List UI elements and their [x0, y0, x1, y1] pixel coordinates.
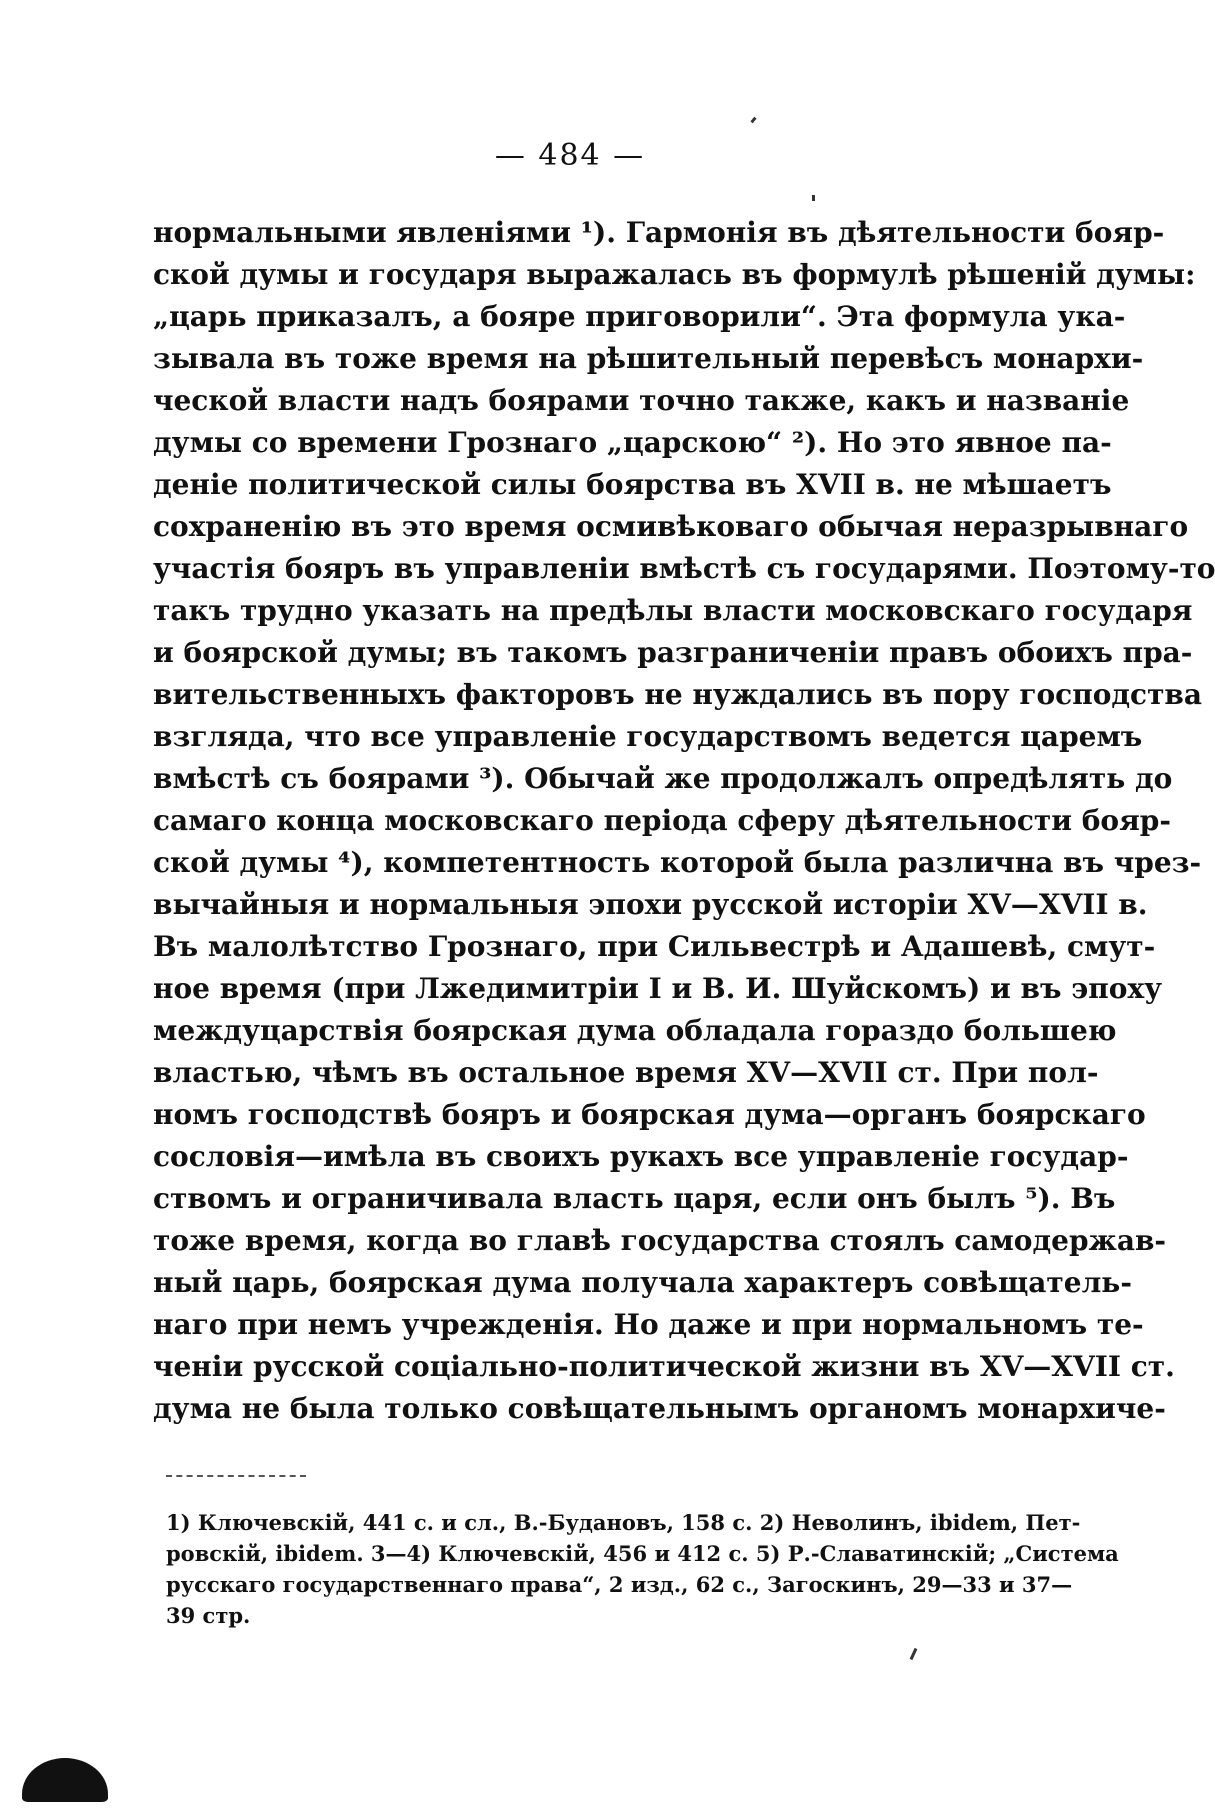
body-line: тоже время, когда во главѣ государства стоялъ самодержав-	[153, 1224, 1167, 1257]
body-line: нормальными явленіями ¹). Гармонія въ дѣятельности бояр-	[153, 216, 1165, 249]
page-number: — 484 —	[494, 138, 646, 173]
footnote-line: русскаго государственнаго права“, 2 изд., 62 с., Загоскинъ, 29—33 и 37—	[166, 1572, 1073, 1597]
body-line: междуцарствія боярская дума обладала гораздо большею	[153, 1014, 1117, 1047]
body-line: номъ господствѣ бояръ и боярская дума—органъ боярскаго	[153, 1098, 1146, 1131]
body-line: ченіи русской соціально-политической жизни въ XV—XVII ст.	[153, 1350, 1175, 1383]
body-line: ный царь, боярская дума получала характеръ совѣщатель-	[153, 1266, 1132, 1299]
body-text	[153, 212, 1215, 1430]
body-line: вительственныхъ факторовъ не нуждались въ пору господства	[153, 678, 1203, 711]
footnote-line: ровскій, ibidem. 3—4) Ключевскій, 456 и 412 с. 5) Р.-Славатинскій; „Система	[166, 1541, 1119, 1566]
body-line: сословія—имѣла въ своихъ рукахъ все управленіе государ-	[153, 1140, 1129, 1173]
footnotes	[166, 1507, 1119, 1631]
body-line: „царь приказалъ, а бояре приговорили“. Эта формула ука-	[153, 300, 1126, 333]
body-line: наго при немъ учрежденія. Но даже и при нормальномъ те-	[153, 1308, 1144, 1341]
footnote-line: 39 стр.	[166, 1603, 251, 1628]
footnote-line: 1) Ключевскій, 441 с. и сл., В.-Будановъ, 158 с. 2) Неволинъ, ibidem, Пет-	[166, 1510, 1081, 1535]
body-line: думы со времени Грознаго „царскою“ ²). Но это явное па-	[153, 426, 1112, 459]
body-line: вычайныя и нормальныя эпохи русской исторіи XV—XVII в.	[153, 888, 1148, 921]
body-line: ской думы ⁴), компетентность которой была различна въ чрез-	[153, 846, 1202, 879]
ink-blot	[22, 1758, 108, 1802]
body-line: самаго конца московскаго періода сферу дѣятельности бояр-	[153, 804, 1171, 837]
body-line: сохраненію въ это время осмивѣковаго обычая неразрывнаго	[153, 510, 1189, 543]
body-line: ческой власти надъ боярами точно также, какъ и названіе	[153, 384, 1130, 417]
body-line: зывала въ тоже время на рѣшительный перевѣсъ монархи-	[153, 342, 1144, 375]
body-line: деніе политической силы боярства въ XVII в. не мѣшаетъ	[153, 468, 1112, 501]
body-line: ской думы и государя выражалась въ формулѣ рѣшеній думы:	[153, 258, 1196, 291]
body-line: ное время (при Лжедимитріи I и В. И. Шуйскомъ) и въ эпоху	[153, 972, 1163, 1005]
ink-mark	[812, 195, 815, 201]
ink-mark	[750, 117, 756, 124]
ink-mark	[910, 1648, 918, 1660]
footnote-divider	[166, 1475, 306, 1477]
body-line: такъ трудно указать на предѣлы власти московскаго государя	[153, 594, 1193, 627]
body-line: участія бояръ въ управленіи вмѣстѣ съ государями. Поэтому-то	[153, 552, 1215, 585]
body-line: и боярской думы; въ такомъ разграниченіи правъ обоихъ пра-	[153, 636, 1193, 669]
body-line: дума не была только совѣщательнымъ органомъ монархиче-	[153, 1392, 1166, 1425]
body-line: вмѣстѣ съ боярами ³). Обычай же продолжалъ опредѣлять до	[153, 762, 1173, 795]
body-line: властью, чѣмъ въ остальное время XV—XVII ст. При пол-	[153, 1056, 1099, 1089]
body-line: ствомъ и ограничивала власть царя, если онъ былъ ⁵). Въ	[153, 1182, 1116, 1215]
body-line: взгляда, что все управленіе государствомъ ведется царемъ	[153, 720, 1143, 753]
body-line: Въ малолѣтство Грознаго, при Сильвестрѣ и Адашевѣ, смут-	[153, 930, 1156, 963]
